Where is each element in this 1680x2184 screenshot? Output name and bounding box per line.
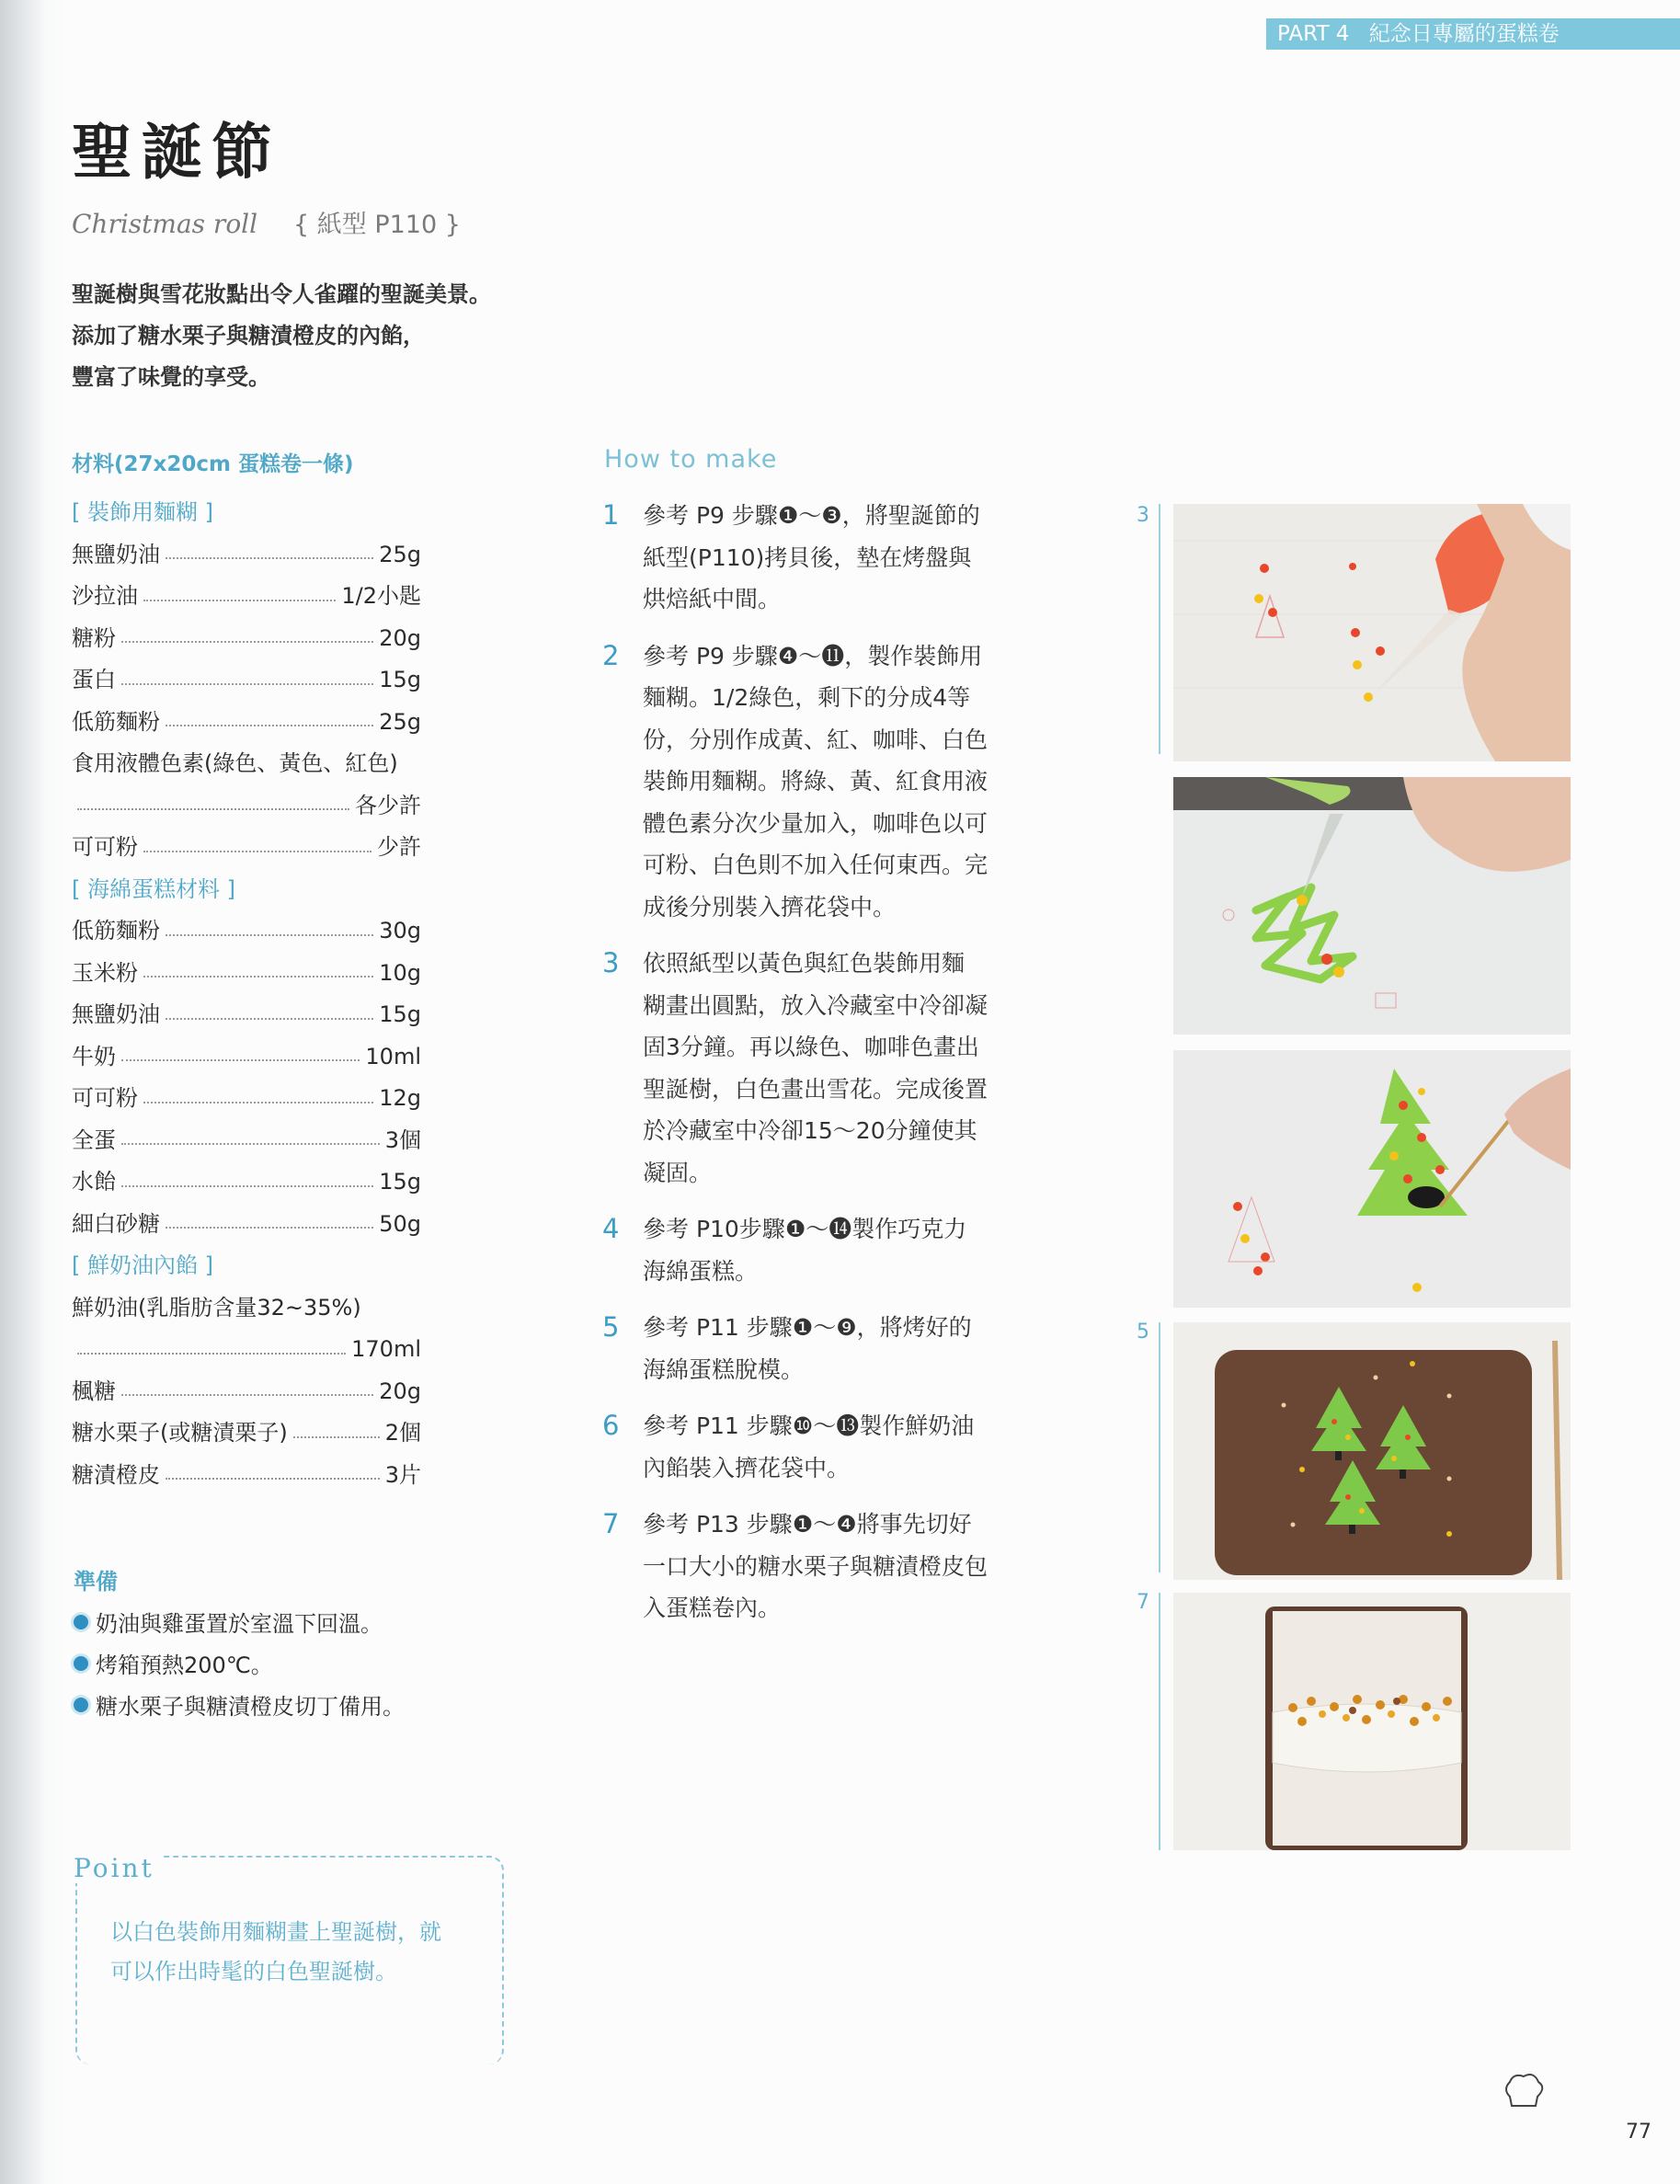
ingredient-name: 牛奶 <box>72 1043 116 1069</box>
dot-leader <box>143 1102 373 1103</box>
ingredient-amount: 1/2小匙 <box>341 583 421 609</box>
ingredient-name: 沙拉油 <box>72 583 138 609</box>
ingredient-row <box>72 743 421 785</box>
prep-item-text: 奶油與雞蛋置於室溫下回溫。 <box>96 1611 383 1637</box>
pattern-text: 紙型 P110 <box>316 211 438 239</box>
ingredient-amount: 50g <box>379 1210 421 1237</box>
ingredient-name: 楓糖 <box>72 1378 116 1404</box>
dot-leader <box>121 683 373 685</box>
dot-leader <box>166 1018 373 1020</box>
step-line: 烘焙紙中間。 <box>643 586 782 612</box>
step-line: 內餡裝入擠花袋中。 <box>643 1454 851 1481</box>
step-text <box>643 635 1044 929</box>
pattern-reference: { 紙型 P110 } <box>293 211 461 239</box>
ingredient-name: 食用液體色素(綠色、黃色、紅色) <box>72 750 398 776</box>
step-text <box>643 495 1044 621</box>
ingredient-row <box>72 1120 421 1162</box>
page-number: 77 <box>1626 2121 1651 2144</box>
step-line: 於冷藏室中冷卻15～20分鐘使其 <box>643 1117 977 1144</box>
ingredient-name: 玉米粉 <box>72 959 138 986</box>
dot-leader <box>121 1394 373 1396</box>
step-text <box>643 1208 1044 1292</box>
chef-hat-icon <box>1499 2067 1549 2117</box>
ingredient-row <box>72 659 421 702</box>
step-item <box>602 1405 1044 1489</box>
photo-piping-tree <box>1173 777 1571 1035</box>
step-line: 參考 P9 步驟❶～❸，將聖誕節的 <box>643 502 980 529</box>
ingredient-amount: 2個 <box>384 1420 421 1446</box>
prep-item <box>74 1684 405 1725</box>
ingredient-row <box>72 1036 421 1079</box>
ingredient-row <box>72 994 421 1036</box>
photo-filling-added <box>1173 1593 1571 1850</box>
step-line: 參考 P10步驟❶～⓮製作巧克力 <box>643 1216 967 1242</box>
step-line: 參考 P11 步驟❶～❾，將烤好的 <box>643 1314 972 1341</box>
step-line: 參考 P9 步驟❹～⓫，製作裝飾用 <box>643 642 983 669</box>
ingredient-amount: 各少許 <box>355 792 421 818</box>
step-line: 體色素分次少量加入，咖啡色以可 <box>643 809 989 837</box>
photo-sponge-with-trees <box>1173 1322 1571 1580</box>
dot-leader <box>143 851 371 852</box>
dot-leader <box>166 725 373 726</box>
step-line: 一口大小的糖水栗子與糖漬橙皮包 <box>643 1552 989 1580</box>
step-line: 參考 P13 步驟❶～❹將事先切好 <box>643 1511 972 1538</box>
step-number: 6 <box>602 1410 620 1441</box>
photo-divider <box>1159 504 1160 754</box>
step-text <box>643 1307 1044 1390</box>
ingredient-amount: 少許 <box>377 834 421 860</box>
dot-leader <box>121 1143 380 1145</box>
step-line: 麵糊。1/2綠色，剩下的分成4等 <box>643 684 971 711</box>
ingredient-row <box>72 1329 421 1371</box>
ingredient-amount: 15g <box>379 667 421 692</box>
ingredient-name: 糖漬橙皮 <box>72 1461 160 1488</box>
ingredient-row <box>72 910 421 953</box>
prep-item-text: 烤箱預熱200℃。 <box>96 1652 273 1678</box>
dot-leader <box>293 1436 380 1438</box>
step-line: 海綿蛋糕脫模。 <box>643 1355 805 1383</box>
ingredient-group-label: [ 鮮奶油內餡 ] <box>72 1252 213 1278</box>
point-line: 以白色裝飾用麵糊畫上聖誕樹，就 <box>110 1919 441 1945</box>
step-line: 份，分別作成黃、紅、咖啡、白色 <box>643 726 989 753</box>
step-line: 紙型(P110)拷貝後，墊在烤盤與 <box>643 543 972 571</box>
point-line: 可以作出時髦的白色聖誕樹。 <box>110 1959 397 1984</box>
photo-divider <box>1159 1593 1160 1850</box>
step-line: 入蛋糕卷內。 <box>643 1595 782 1621</box>
step-line: 依照紙型以黃色與紅色裝飾用麵 <box>643 950 966 977</box>
step-number: 2 <box>602 639 620 671</box>
ingredient-name: 無鹽奶油 <box>72 1001 160 1027</box>
bullet-icon <box>74 1615 88 1629</box>
dot-leader <box>121 641 373 643</box>
dot-leader <box>121 1185 373 1187</box>
ingredient-name: 鮮奶油(乳脂肪含量32~35%) <box>72 1294 361 1321</box>
dot-leader <box>77 1353 346 1355</box>
book-spine-shadow <box>0 0 64 2184</box>
dot-leader <box>77 808 349 810</box>
step-item <box>602 1208 1044 1292</box>
ingredient-amount: 30g <box>379 918 421 943</box>
intro-line: 豐富了味覺的享受。 <box>72 364 270 390</box>
ingredient-name: 糖粉 <box>72 624 116 651</box>
step-number: 7 <box>602 1508 620 1539</box>
ingredient-name: 可可粉 <box>72 834 138 860</box>
ingredient-amount: 15g <box>379 1169 421 1195</box>
ingredient-row <box>72 1455 421 1497</box>
section-label: 紀念日專屬的蛋糕卷 <box>1368 22 1560 46</box>
ingredient-name: 低筋麵粉 <box>72 708 160 735</box>
ingredient-amount: 20g <box>379 624 421 651</box>
bullet-icon <box>74 1656 88 1671</box>
step-number: 4 <box>602 1213 620 1244</box>
dot-leader <box>143 600 336 601</box>
ingredient-row <box>72 1161 421 1204</box>
ingredient-name: 可可粉 <box>72 1085 138 1111</box>
how-to-make-title: How to make <box>604 445 778 474</box>
step-text <box>643 1405 1044 1489</box>
ingredient-amount: 3片 <box>384 1461 421 1488</box>
step-text <box>643 1504 1044 1629</box>
dot-leader <box>166 1478 380 1480</box>
ingredient-row <box>72 785 421 828</box>
prep-item-text: 糖水栗子與糖漬橙皮切丁備用。 <box>96 1694 405 1720</box>
point-label: Point <box>74 1853 162 1883</box>
ingredient-row <box>72 576 421 618</box>
ingredient-row <box>72 534 421 577</box>
ingredient-row <box>72 618 421 660</box>
intro-line: 添加了糖水栗子與糖漬橙皮的內餡， <box>72 323 425 349</box>
photo-number: 3 <box>1137 504 1149 527</box>
step-line: 成後分別裝入擠花袋中。 <box>643 893 897 920</box>
ingredient-name: 糖水栗子(或糖漬栗子) <box>72 1420 288 1446</box>
step-line: 固3分鐘。再以綠色、咖啡色畫出 <box>643 1034 979 1060</box>
step-number: 3 <box>602 947 620 978</box>
prep-item <box>74 1642 405 1684</box>
photo-number: 5 <box>1137 1321 1149 1344</box>
step-line: 參考 P11 步驟❿～⓭製作鮮奶油 <box>643 1412 975 1439</box>
section-header-bar <box>1266 18 1680 50</box>
bullet-icon <box>74 1698 88 1712</box>
ingredient-row <box>72 827 421 869</box>
ingredient-row <box>72 953 421 995</box>
step-item <box>602 635 1044 929</box>
preparation <box>74 1563 405 1725</box>
ingredient-group-label: [ 裝飾用麵糊 ] <box>72 499 213 525</box>
ingredient-name: 無鹽奶油 <box>72 541 160 567</box>
preparation-title: 準備 <box>74 1569 118 1595</box>
step-line: 裝飾用麵糊。將綠、黃、紅食用液 <box>643 768 989 795</box>
intro-text <box>72 274 491 398</box>
ingredient-amount: 10ml <box>365 1043 421 1069</box>
step-text <box>643 943 1044 1194</box>
step-item <box>602 943 1044 1194</box>
prep-item <box>74 1601 405 1642</box>
ingredient-amount: 15g <box>379 1001 421 1027</box>
ingredients-list <box>72 447 421 1496</box>
dot-leader <box>166 1227 373 1229</box>
step-line: 海綿蛋糕。 <box>643 1257 759 1285</box>
ingredient-amount: 170ml <box>351 1336 421 1362</box>
photo-number: 7 <box>1137 1591 1149 1614</box>
photo-tree-finished <box>1173 1050 1571 1308</box>
ingredient-amount: 3個 <box>384 1126 421 1153</box>
dot-leader <box>143 976 373 978</box>
ingredient-name: 全蛋 <box>72 1126 116 1153</box>
ingredient-name: 低筋麵粉 <box>72 918 160 943</box>
ingredient-name: 蛋白 <box>72 667 116 692</box>
step-item <box>602 1307 1044 1390</box>
photo-piping-dots <box>1173 504 1571 761</box>
ingredient-row <box>72 1078 421 1120</box>
english-title: Christmas roll <box>72 209 258 239</box>
photo-divider <box>1159 1322 1160 1572</box>
ingredient-name: 細白砂糖 <box>72 1210 160 1237</box>
ingredient-row <box>72 1371 421 1413</box>
ingredient-row <box>72 1204 421 1246</box>
ingredient-amount: 10g <box>379 959 421 986</box>
intro-line: 聖誕樹與雪花妝點出令人雀躍的聖誕美景。 <box>72 281 491 307</box>
ingredient-group-label: [ 海綿蛋糕材料 ] <box>72 875 235 902</box>
subtitle <box>72 204 461 240</box>
dot-leader <box>121 1059 360 1061</box>
ingredient-row <box>72 1412 421 1455</box>
step-item <box>602 1504 1044 1629</box>
steps-list <box>602 495 1044 1644</box>
ingredient-row <box>72 1287 421 1330</box>
step-line: 聖誕樹，白色畫出雪花。完成後置 <box>643 1075 989 1103</box>
step-line: 糊畫出圓點，放入冷藏室中冷卻凝 <box>643 991 989 1019</box>
ingredient-amount: 12g <box>379 1085 421 1111</box>
dot-leader <box>166 557 373 559</box>
ingredient-amount: 25g <box>379 708 421 735</box>
point-text <box>110 1913 441 1992</box>
page-title: 聖誕節 <box>72 117 281 188</box>
ingredient-name: 水飴 <box>72 1169 116 1195</box>
step-number: 5 <box>602 1311 620 1343</box>
step-line: 可粉、白色則不加入任何東西。完 <box>643 852 989 878</box>
part-label: PART 4 <box>1277 22 1350 46</box>
step-line: 凝固。 <box>643 1159 713 1186</box>
ingredient-groups <box>72 492 421 1496</box>
ingredient-amount: 25g <box>379 541 421 567</box>
ingredients-title: 材料(27x20cm 蛋糕卷一條) <box>72 452 354 476</box>
dot-leader <box>166 934 373 936</box>
step-number: 1 <box>602 499 620 531</box>
ingredient-row <box>72 702 421 744</box>
ingredient-amount: 20g <box>379 1378 421 1404</box>
step-item <box>602 495 1044 621</box>
